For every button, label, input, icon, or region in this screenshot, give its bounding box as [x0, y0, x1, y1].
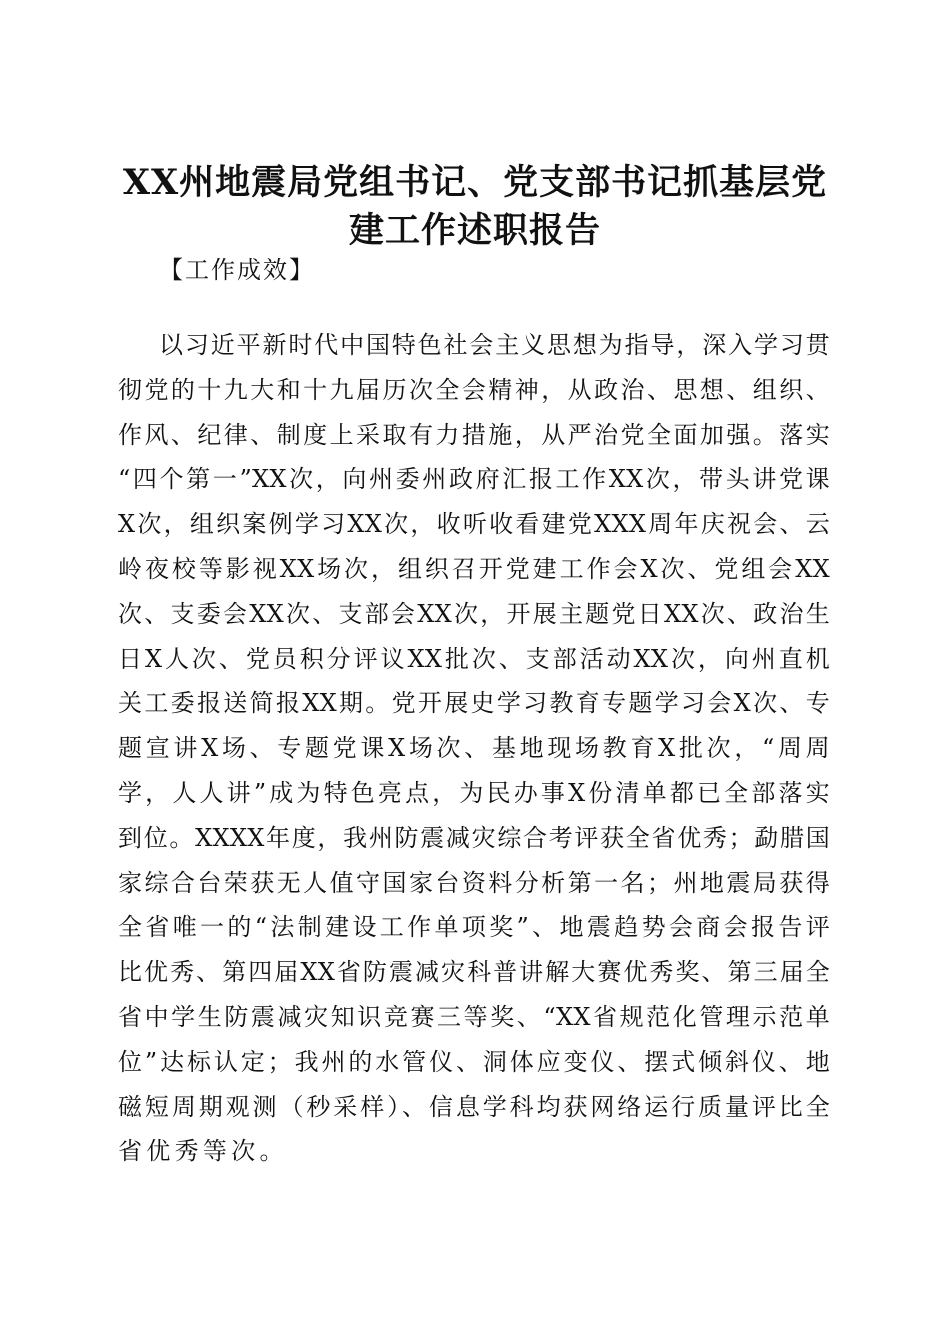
body-paragraph	[118, 323, 830, 1174]
body-line: X次，组织案例学习XX次，收听收看建党XXX周年庆祝会、云	[118, 510, 830, 539]
body-line: 日X人次、党员积分评议XX批次、支部活动XX次，向州直机	[118, 644, 830, 673]
body-line: 作风、纪律、制度上采取有力措施，从严治党全面加强。落实	[118, 420, 830, 449]
body-line: 比优秀、第四届XX省防震减灾科普讲解大赛优秀奖、第三届全	[118, 958, 830, 987]
body-line: 次、支委会XX次、支部会XX次，开展主题党日XX次、政治生	[118, 599, 830, 628]
body-line: 家综合台荣获无人值守国家台资料分析第一名；州地震局获得	[118, 868, 830, 897]
body-line: 省中学生防震减灾知识竞赛三等奖、“XX省规范化管理示范单	[118, 1002, 830, 1031]
title-line-2: 建工作述职报告	[348, 210, 601, 252]
body-line: 岭夜校等影视XX场次，组织召开党建工作会X次、党组会XX	[118, 554, 830, 583]
body-line: 题宣讲X场、专题党课X场次、基地现场教育X批次，“周周	[118, 734, 830, 763]
section-heading: 【工作成效】	[159, 256, 315, 284]
body-line: 磁短周期观测（秒采样）、信息学科均获网络运行质量评比全	[118, 1092, 830, 1121]
document-title	[100, 159, 850, 255]
body-line: 位”达标认定；我州的水管仪、洞体应变仪、摆式倾斜仪、地	[118, 1047, 830, 1076]
body-line: 以习近平新时代中国特色社会主义思想为指导，深入学习贯	[159, 331, 830, 359]
title-line-1: XX州地震局党组书记、党支部书记抓基层党	[122, 162, 828, 204]
body-line: 学，人人讲”成为特色亮点，为民办事X份清单都已全部落实	[118, 778, 830, 807]
body-line: 全省唯一的“法制建设工作单项奖”、地震趋势会商会报告评	[118, 913, 830, 942]
body-line: 省优秀等次。	[118, 1137, 288, 1166]
body-line: 到位。XXXX年度，我州防震减灾综合考评获全省优秀；勐腊国	[118, 823, 830, 852]
body-line: “四个第一”XX次，向州委州政府汇报工作XX次，带头讲党课	[118, 465, 830, 494]
body-line: 关工委报送简报XX期。党开展史学习教育专题学习会X次、专	[118, 689, 830, 718]
body-line: 彻党的十九大和十九届历次全会精神，从政治、思想、组织、	[118, 375, 830, 404]
